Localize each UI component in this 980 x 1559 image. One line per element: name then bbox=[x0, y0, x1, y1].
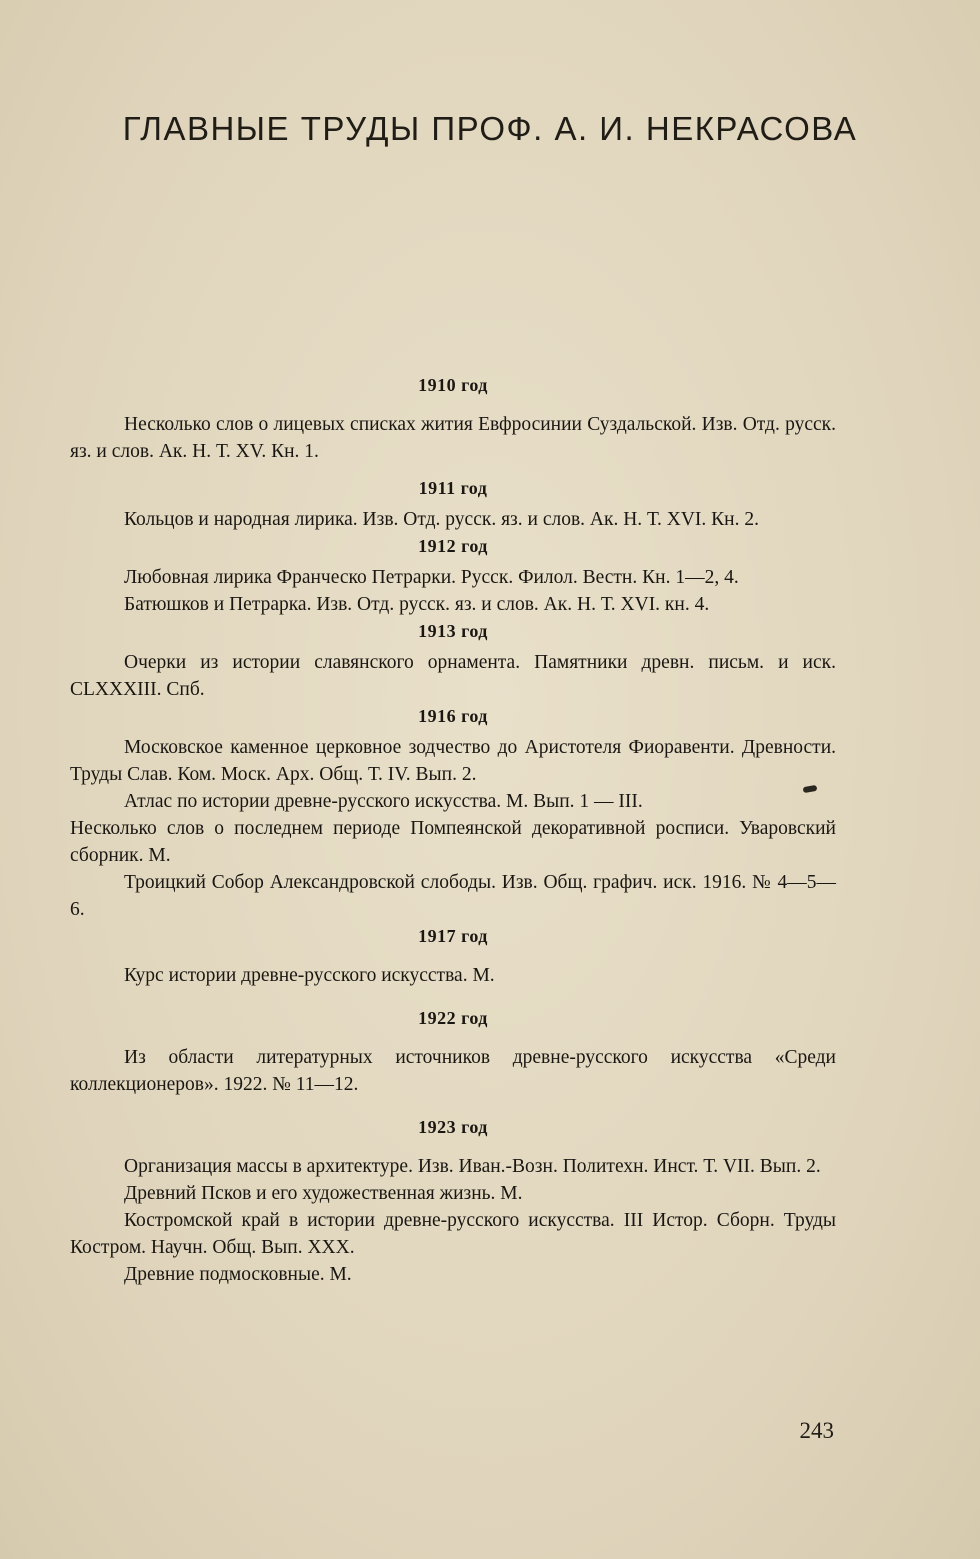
year-heading: 1912 год bbox=[418, 536, 488, 556]
year-heading: 1910 год bbox=[418, 375, 488, 395]
bibliography-entry: Несколько слов о лицевых списках жития Евфросинии Суздальской. Изв. Отд. русск. яз. и слов. Ак. Н. Т. XV. Кн. 1. bbox=[70, 414, 836, 462]
page-title: ГЛАВНЫЕ ТРУДЫ ПРОФ. А. И. НЕКРАСОВА bbox=[122, 110, 858, 148]
bibliography-entry: Очерки из истории славянского орнамента. Памятники древн. письм. и иск. CLXXXIII. Спб. bbox=[70, 652, 836, 700]
bibliography bbox=[70, 372, 836, 1288]
bibliography-entry: Любовная лирика Франческо Петрарки. Русск. Филол. Вестн. Кн. 1—2, 4. bbox=[124, 567, 739, 588]
bibliography-entry: Троицкий Собор Александровской слободы. Изв. Общ. графич. иск. 1916. № 4—5—6. bbox=[70, 872, 836, 920]
bibliography-entry: Из области литературных источников древне-русского искусства «Среди коллекционеров». 1922. № 11—12. bbox=[70, 1047, 836, 1095]
year-heading: 1922 год bbox=[418, 1008, 488, 1028]
bibliography-entry: Атлас по истории древне-русского искусства. М. Вып. 1 — III. bbox=[124, 791, 643, 812]
bibliography-entry: Костромской край в истории древне-русского искусства. III Истор. Сборн. Труды Костром. Научн. Общ. Вып. XXX. bbox=[70, 1210, 836, 1258]
bibliography-entry: Организация массы в архитектуре. Изв. Иван.-Возн. Политехн. Инст. Т. VII. Вып. 2. bbox=[124, 1156, 821, 1177]
bibliography-entry: Кольцов и народная лирика. Изв. Отд. русск. яз. и слов. Ак. Н. Т. XVI. Кн. 2. bbox=[124, 509, 759, 530]
bibliography-entry: Древний Псков и его художественная жизнь. М. bbox=[124, 1183, 523, 1204]
bibliography-entry: Батюшков и Петрарка. Изв. Отд. русск. яз. и слов. Ак. Н. Т. XVI. кн. 4. bbox=[124, 594, 710, 615]
bibliography-entry: Московское каменное церковное зодчество до Аристотеля Фиоравенти. Древности. Труды Слав. Ком. Моск. Арх. Общ. Т. IV. Вып. 2. bbox=[70, 737, 836, 785]
bibliography-entry: Несколько слов о последнем периоде Помпеянской декоративной росписи. Уваровский сборник. М. bbox=[70, 818, 836, 866]
year-heading: 1913 год bbox=[418, 621, 488, 641]
year-heading: 1916 год bbox=[418, 706, 488, 726]
page-number: 243 bbox=[799, 1418, 834, 1443]
year-heading: 1917 год bbox=[418, 926, 488, 946]
bibliography-entry: Курс истории древне-русского искусства. М. bbox=[124, 965, 495, 986]
year-heading: 1923 год bbox=[418, 1117, 488, 1137]
bibliography-entry: Древние подмосковные. М. bbox=[124, 1264, 352, 1285]
year-heading: 1911 год bbox=[418, 478, 488, 498]
